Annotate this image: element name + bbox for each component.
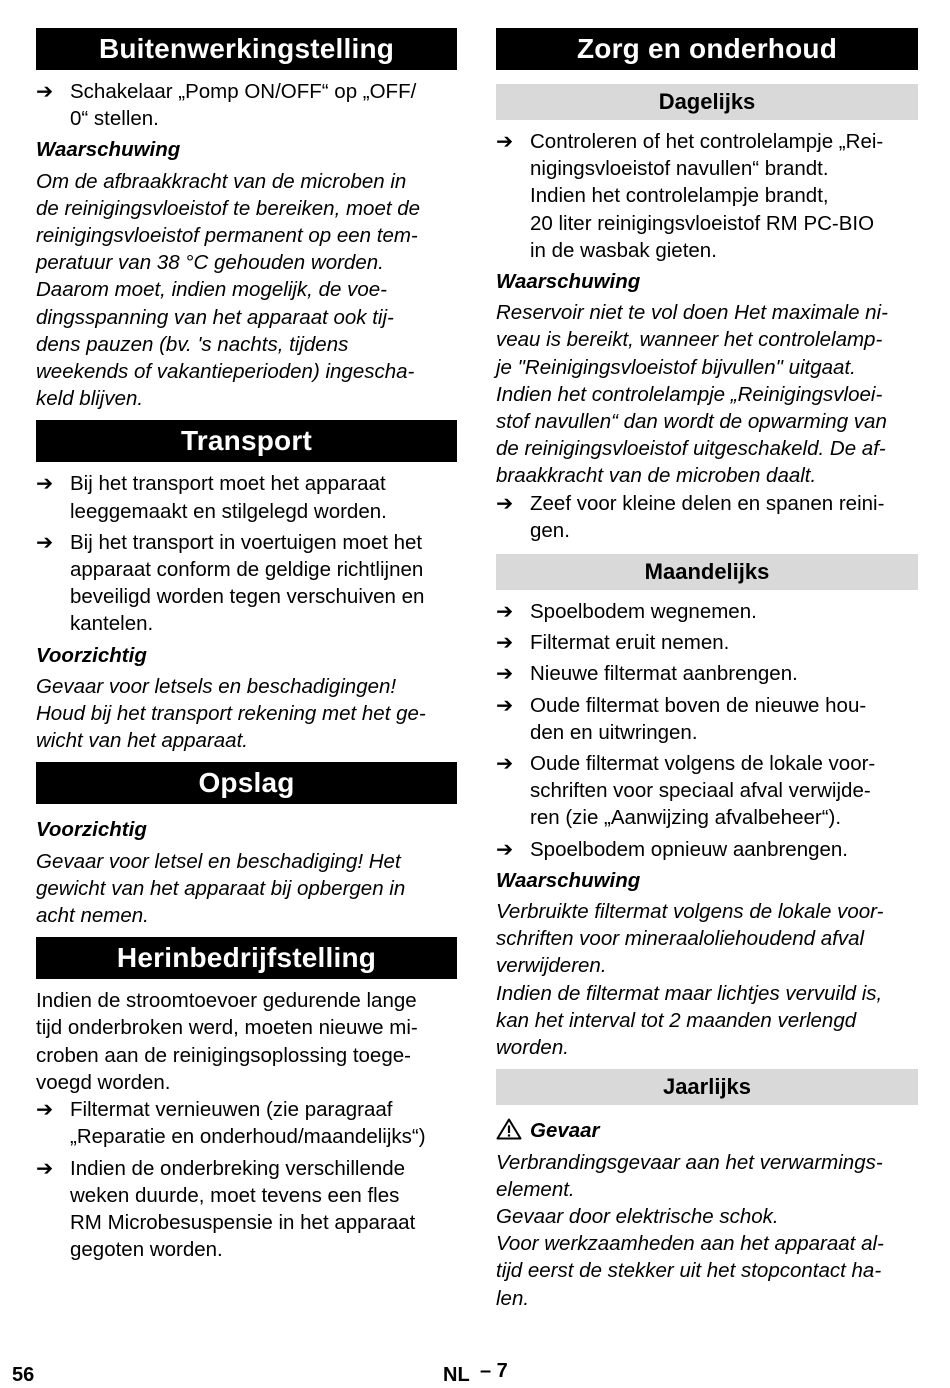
arrow-right-icon: ➔ [496,600,514,624]
list-item-text: Filtermat eruit nemen. [530,631,730,655]
list-item-text: Filtermat vernieuwen (zie paragraaf [70,1098,393,1122]
list-item [36,529,457,638]
list-item-text: Indien het controlelampje brandt, [530,184,829,208]
subheading-jaarlijks: Jaarlijks [496,1069,918,1105]
arrow-right-icon: ➔ [36,1098,54,1122]
list-item [36,78,457,132]
arrow-right-icon: ➔ [496,130,514,153]
list-item [496,629,918,656]
arrow-right-icon: ➔ [496,693,514,717]
list-item [496,128,918,264]
caution-label: Voorzichtig [36,643,147,667]
language-code: NL [443,1364,470,1386]
list-item-text: Schakelaar „Pomp ON/OFF“ op „OFF/ [70,80,417,103]
list-item-text: ren (zie „Aanwijzing afvalbeheer“). [530,806,842,830]
list-item-text: Oude filtermat volgens de lokale voor- [530,752,876,776]
list-item-text: „Reparatie en onderhoud/maandelijks“) [70,1125,426,1149]
right-column [496,28,918,1312]
arrow-right-icon: ➔ [36,472,54,496]
list-item [36,1155,457,1264]
list-item-text: leeggemaakt en stilgelegd worden. [70,499,387,523]
warning-text: Verbruikte filtermat volgens de lokale voor- schriften voor mineraaloliehoudend afval verwijderen. Indien de filtermat maar lichtjes vervuild is, kan het interval tot 2 maanden verlengd worden. [496,900,884,1060]
arrow-right-icon: ➔ [36,80,54,103]
list-item [496,836,918,863]
warning-triangle-icon [496,1118,522,1140]
list-item-text: beveiligd worden tegen verschuiven en [70,585,425,609]
section-heading-buitenwerkingstelling: Buitenwerkingstelling [36,28,457,70]
list-item-text: apparaat conform de geldige richtlijnen [70,558,424,582]
arrow-right-icon: ➔ [496,631,514,655]
list-item-text: schriften voor speciaal afval verwijde- [530,779,871,803]
warning-label: Waarschuwing [496,270,641,294]
list-item-text: gegoten worden. [70,1238,223,1262]
section-heading-zorg-en-onderhoud: Zorg en onderhoud [496,28,918,70]
list-item-text: Bij het transport moet het apparaat [70,472,386,496]
section-heading-opslag: Opslag [36,762,457,804]
paragraph: Indien de stroomtoevoer gedurende lange tijd onderbroken werd, moeten nieuwe mi- croben aan de reinigingsoplossing toege- voegd worden. [36,989,418,1094]
list-item-text: Zeef voor kleine delen en spanen reini- [530,491,885,515]
list-item [496,660,918,687]
warning-text: Reservoir niet te vol doen Het maximale ni- veau is bereikt, wanneer het controlelamp- je "Reinigingsvloeistof bijvullen" uitgaat. Indien het controlelampje „Reinigingsvloei- stof navullen“ dan wordt de opwarming van de reinigingsvloeistof uitgeschakeld. De af- braakkracht van de microben daalt. [496,301,888,488]
list-item [36,470,457,524]
caution-text: Gevaar voor letsels en beschadigingen! Houd bij het transport rekening met het ge- wicht van het apparaat. [36,674,426,753]
list-item-text: Indien de onderbreking verschillende [70,1156,406,1180]
warning-text: Om de afbraakkracht van de microben in de reinigingsvloeistof te bereiken, moet de reinigingsvloeistof permanent op een tem- peratuur van 38 °C gehouden worden. Daarom moet, indien mogelijk, de voe- dingsspanning van het apparaat ook tij- dens pauzen (bv. 's nachts, tijdens weekends of vakantieperioden) ingescha- keld blijven. [36,169,421,411]
list-item-text: weken duurde, moet tevens een fles [70,1183,400,1207]
list-item [496,750,918,832]
arrow-right-icon: ➔ [36,1156,54,1180]
warning-label: Waarschuwing [496,868,641,892]
list-item-text: in de wasbak gieten. [530,238,717,262]
list-item [496,598,918,625]
list-item-text: Oude filtermat boven de nieuwe hou- [530,693,867,717]
list-item-text: Bij het transport in voertuigen moet het [70,530,423,554]
list-item-text: Controleren of het controlelampje „Rei- [530,130,884,153]
danger-text: Verbrandingsgevaar aan het verwarmings- element. Gevaar door elektrische schok. Voor werkzaamheden aan het apparaat al- tijd eerst de stekker uit het stopcontact ha- len. [496,1150,884,1310]
arrow-right-icon: ➔ [496,837,514,861]
list-item [496,692,918,746]
list-item-text: nigingsvloeistof navullen“ brandt. [530,157,829,181]
list-item-text: kantelen. [70,612,154,636]
list-item [36,1096,457,1150]
subheading-dagelijks: Dagelijks [496,84,918,120]
warning-label: Waarschuwing [36,138,181,162]
list-item-text: Spoelbodem opnieuw aanbrengen. [530,837,849,861]
arrow-right-icon: ➔ [496,491,514,515]
subheading-maandelijks: Maandelijks [496,554,918,590]
caution-label: Voorzichtig [36,818,147,842]
list-item-text: Spoelbodem wegnemen. [530,600,757,624]
page-number: 56 [12,1364,35,1386]
list-item-text: gen. [530,518,570,542]
list-item [496,490,918,544]
arrow-right-icon: ➔ [36,530,54,554]
danger-label: Gevaar [496,1117,918,1144]
caution-text: Gevaar voor letsel en beschadiging! Het gewicht van het apparaat bij opbergen in acht nemen. [36,849,406,928]
section-heading-transport: Transport [36,420,457,462]
left-column [36,28,457,1263]
section-heading-herinbedrijfstelling: Herinbedrijfstelling [36,937,457,979]
list-item-text: 20 liter reinigingsvloeistof RM PC-BIO [530,211,875,235]
list-item-text: 0“ stellen. [70,107,159,131]
arrow-right-icon: ➔ [496,752,514,776]
list-item-text: Nieuwe filtermat aanbrengen. [530,662,798,686]
list-item-text: den en uitwringen. [530,720,698,744]
section-page-number: – 7 [480,1360,508,1382]
arrow-right-icon: ➔ [496,662,514,686]
list-item-text: RM Microbesuspensie in het apparaat [70,1210,416,1234]
